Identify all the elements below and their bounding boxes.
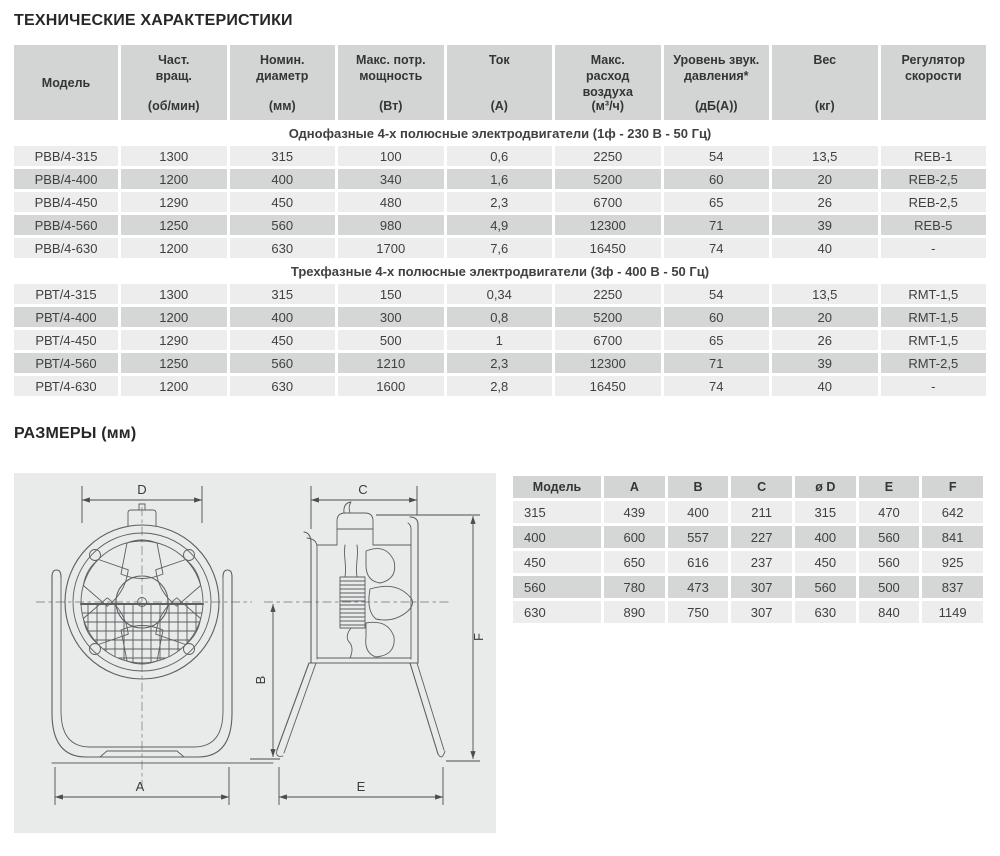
section-header-row — [14, 123, 986, 143]
value-cell: 74 — [664, 238, 770, 258]
model-cell: РВТ/4-630 — [14, 376, 118, 396]
value-cell: 840 — [859, 601, 920, 623]
dimension-c — [311, 482, 417, 529]
column-header-label: диаметр — [256, 69, 309, 83]
value-cell: 5200 — [555, 307, 661, 327]
value-cell: 6700 — [555, 330, 661, 350]
dims-row — [513, 551, 983, 573]
column-header-label: вращ. — [155, 69, 192, 83]
spec-row — [14, 192, 986, 212]
value-cell: 500 — [859, 576, 920, 598]
model-cell: РВТ/4-315 — [14, 284, 118, 304]
value-cell: 560 — [859, 551, 920, 573]
value-cell: REB-1 — [881, 146, 987, 166]
dims-col-header-5: ø D — [795, 476, 856, 498]
value-cell: 307 — [731, 576, 792, 598]
value-cell: 13,5 — [772, 146, 878, 166]
value-cell: 340 — [338, 169, 444, 189]
value-cell: 100 — [338, 146, 444, 166]
value-cell: 1250 — [121, 353, 227, 373]
value-cell: 65 — [664, 192, 770, 212]
value-cell: 470 — [859, 501, 920, 523]
dim-label-c: C — [358, 482, 368, 497]
value-cell: 473 — [668, 576, 729, 598]
value-cell: 16450 — [555, 376, 661, 396]
value-cell: 480 — [338, 192, 444, 212]
value-cell: 642 — [922, 501, 983, 523]
column-header-unit: (кг) — [814, 99, 835, 113]
dimension-b — [250, 604, 280, 759]
value-cell: 20 — [772, 169, 878, 189]
value-cell: 1290 — [121, 330, 227, 350]
value-cell: 750 — [668, 601, 729, 623]
column-header-unit: (А) — [490, 99, 508, 113]
value-cell: 616 — [668, 551, 729, 573]
dimension-d — [82, 482, 202, 523]
dims-row — [513, 601, 983, 623]
dim-label-e: E — [356, 779, 366, 794]
dims-header-row — [513, 476, 983, 498]
value-cell: 300 — [338, 307, 444, 327]
model-cell: РВВ/4-450 — [14, 192, 118, 212]
dim-label-f: F — [471, 633, 486, 641]
model-cell: РВВ/4-560 — [14, 215, 118, 235]
value-cell: REB-2,5 — [881, 192, 987, 212]
model-cell: РВТ/4-450 — [14, 330, 118, 350]
spec-row — [14, 376, 986, 396]
column-header-label: скорости — [904, 69, 962, 83]
value-cell: 1200 — [121, 307, 227, 327]
dims-row — [513, 526, 983, 548]
spec-col-header-3 — [230, 45, 336, 120]
dimension-a — [55, 767, 229, 805]
value-cell: 1290 — [121, 192, 227, 212]
spec-col-header-4 — [338, 45, 444, 120]
value-cell: 600 — [604, 526, 665, 548]
value-cell: 980 — [338, 215, 444, 235]
value-cell: 439 — [604, 501, 665, 523]
value-cell: 65 — [664, 330, 770, 350]
value-cell: 5200 — [555, 169, 661, 189]
dims-table-body — [513, 501, 983, 623]
value-cell: 1700 — [338, 238, 444, 258]
value-cell: 2,3 — [447, 192, 553, 212]
technical-drawing-panel — [14, 473, 496, 833]
value-cell: 71 — [664, 215, 770, 235]
value-cell: 400 — [230, 307, 336, 327]
value-cell: 60 — [664, 307, 770, 327]
section-header-row — [14, 261, 986, 281]
value-cell: 1,6 — [447, 169, 553, 189]
model-cell: РВВ/4-315 — [14, 146, 118, 166]
value-cell: 1200 — [121, 169, 227, 189]
value-cell: - — [881, 238, 987, 258]
dims-row — [513, 501, 983, 523]
value-cell: 0,34 — [447, 284, 553, 304]
front-view — [36, 482, 273, 805]
value-cell: 500 — [338, 330, 444, 350]
value-cell: 237 — [731, 551, 792, 573]
value-cell: 315 — [795, 501, 856, 523]
column-header-unit: (дБ(А)) — [694, 99, 738, 113]
spec-col-header-9 — [881, 45, 987, 120]
value-cell: 315 — [230, 284, 336, 304]
value-cell: 650 — [604, 551, 665, 573]
column-header-label: воздуха — [582, 85, 633, 99]
value-cell: 150 — [338, 284, 444, 304]
value-cell: 40 — [772, 376, 878, 396]
column-header-label: давления* — [683, 69, 749, 83]
value-cell: 54 — [664, 284, 770, 304]
value-cell: REB-5 — [881, 215, 987, 235]
spec-table — [11, 42, 989, 399]
value-cell: 1300 — [121, 284, 227, 304]
spec-row — [14, 238, 986, 258]
value-cell: 1210 — [338, 353, 444, 373]
value-cell: 4,9 — [447, 215, 553, 235]
value-cell: 557 — [668, 526, 729, 548]
value-cell: 0,8 — [447, 307, 553, 327]
value-cell: 2250 — [555, 146, 661, 166]
model-cell: 450 — [513, 551, 601, 573]
spec-header-row — [14, 45, 986, 120]
value-cell: - — [881, 376, 987, 396]
value-cell: 307 — [731, 601, 792, 623]
value-cell: 74 — [664, 376, 770, 396]
specs-title: ТЕХНИЧЕСКИЕ ХАРАКТЕРИСТИКИ — [14, 12, 293, 29]
dimension-e — [279, 767, 443, 805]
dim-label-d: D — [137, 482, 147, 497]
value-cell: 837 — [922, 576, 983, 598]
value-cell: 40 — [772, 238, 878, 258]
value-cell: 71 — [664, 353, 770, 373]
dims-col-header-6: E — [859, 476, 920, 498]
column-header-label: расход — [586, 69, 630, 83]
value-cell: 20 — [772, 307, 878, 327]
spec-table-body — [14, 123, 986, 396]
model-cell: 560 — [513, 576, 601, 598]
spec-col-header-6 — [555, 45, 661, 120]
spec-row — [14, 307, 986, 327]
value-cell: 841 — [922, 526, 983, 548]
spec-row — [14, 146, 986, 166]
spec-col-header-5 — [447, 45, 553, 120]
dimension-f — [376, 515, 486, 761]
value-cell: 560 — [230, 353, 336, 373]
column-header-label: Номин. — [260, 53, 305, 67]
value-cell: 450 — [795, 551, 856, 573]
value-cell: 60 — [664, 169, 770, 189]
value-cell: 54 — [664, 146, 770, 166]
column-header-label: Ток — [488, 53, 510, 67]
dim-label-b: B — [253, 675, 268, 685]
column-header-unit: (Вт) — [379, 99, 403, 113]
value-cell: 560 — [230, 215, 336, 235]
model-cell: 315 — [513, 501, 601, 523]
value-cell: 1149 — [922, 601, 983, 623]
value-cell: 39 — [772, 215, 878, 235]
value-cell: 0,6 — [447, 146, 553, 166]
column-header-label: Макс. потр. — [355, 53, 426, 67]
value-cell: 400 — [668, 501, 729, 523]
dimensions-table — [510, 473, 986, 626]
value-cell: 12300 — [555, 353, 661, 373]
dimensions-title: РАЗМЕРЫ (мм) — [14, 425, 137, 442]
column-header-label: Уровень звук. — [673, 53, 760, 67]
dims-col-header-3: B — [668, 476, 729, 498]
spec-row — [14, 353, 986, 373]
value-cell: REB-2,5 — [881, 169, 987, 189]
spec-row — [14, 330, 986, 350]
column-header-label: Регулятор — [901, 53, 965, 67]
spec-row — [14, 169, 986, 189]
value-cell: RMT-1,5 — [881, 330, 987, 350]
spec-row — [14, 215, 986, 235]
spec-row — [14, 284, 986, 304]
column-header-label: Макс. — [590, 53, 625, 67]
spec-col-header-7 — [664, 45, 770, 120]
column-header-label: Част. — [158, 53, 190, 67]
value-cell: 6700 — [555, 192, 661, 212]
dims-col-header-2: A — [604, 476, 665, 498]
value-cell: 2,3 — [447, 353, 553, 373]
model-cell: РВТ/4-560 — [14, 353, 118, 373]
dims-col-header-4: C — [731, 476, 792, 498]
value-cell: 780 — [604, 576, 665, 598]
spec-table-head — [14, 45, 986, 120]
value-cell: 630 — [230, 376, 336, 396]
value-cell: 1 — [447, 330, 553, 350]
column-header-label: Вес — [813, 53, 837, 67]
section-title: Однофазные 4-х полюсные электродвигатели (1ф - 230 В - 50 Гц) — [14, 123, 986, 143]
section-title: Трехфазные 4-х полюсные электродвигатели (3ф - 400 В - 50 Гц) — [14, 261, 986, 281]
model-cell: 630 — [513, 601, 601, 623]
value-cell: 2,8 — [447, 376, 553, 396]
value-cell: 315 — [230, 146, 336, 166]
fan-technical-drawing — [14, 473, 496, 833]
value-cell: 227 — [731, 526, 792, 548]
dims-col-header-1: Модель — [513, 476, 601, 498]
value-cell: 925 — [922, 551, 983, 573]
value-cell: 26 — [772, 192, 878, 212]
value-cell: 39 — [772, 353, 878, 373]
value-cell: 1300 — [121, 146, 227, 166]
column-header-unit: (об/мин) — [147, 99, 200, 113]
value-cell: 26 — [772, 330, 878, 350]
value-cell: 560 — [859, 526, 920, 548]
column-header-label: Модель — [41, 75, 91, 90]
value-cell: 13,5 — [772, 284, 878, 304]
dimensions-section — [14, 473, 986, 833]
value-cell: 1200 — [121, 376, 227, 396]
side-view — [250, 482, 486, 805]
column-header-label: мощность — [359, 69, 423, 83]
value-cell: 12300 — [555, 215, 661, 235]
dims-table-head — [513, 476, 983, 498]
value-cell: 890 — [604, 601, 665, 623]
spec-col-header-1 — [14, 45, 118, 120]
value-cell: 1200 — [121, 238, 227, 258]
spec-col-header-2 — [121, 45, 227, 120]
value-cell: 16450 — [555, 238, 661, 258]
value-cell: 450 — [230, 330, 336, 350]
model-cell: РВТ/4-400 — [14, 307, 118, 327]
column-header-unit: (мм) — [268, 99, 296, 113]
column-header-unit: (м³/ч) — [591, 99, 624, 113]
dims-col-header-7: F — [922, 476, 983, 498]
model-cell: РВВ/4-630 — [14, 238, 118, 258]
spec-col-header-8 — [772, 45, 878, 120]
model-cell: РВВ/4-400 — [14, 169, 118, 189]
dim-label-a: A — [135, 779, 145, 794]
value-cell: 560 — [795, 576, 856, 598]
value-cell: RMT-1,5 — [881, 307, 987, 327]
value-cell: RMT-1,5 — [881, 284, 987, 304]
value-cell: 630 — [795, 601, 856, 623]
value-cell: 2250 — [555, 284, 661, 304]
dims-row — [513, 576, 983, 598]
value-cell: 211 — [731, 501, 792, 523]
value-cell: 1250 — [121, 215, 227, 235]
value-cell: 400 — [230, 169, 336, 189]
value-cell: 1600 — [338, 376, 444, 396]
value-cell: 450 — [230, 192, 336, 212]
value-cell: RMT-2,5 — [881, 353, 987, 373]
value-cell: 630 — [230, 238, 336, 258]
value-cell: 7,6 — [447, 238, 553, 258]
value-cell: 400 — [795, 526, 856, 548]
model-cell: 400 — [513, 526, 601, 548]
